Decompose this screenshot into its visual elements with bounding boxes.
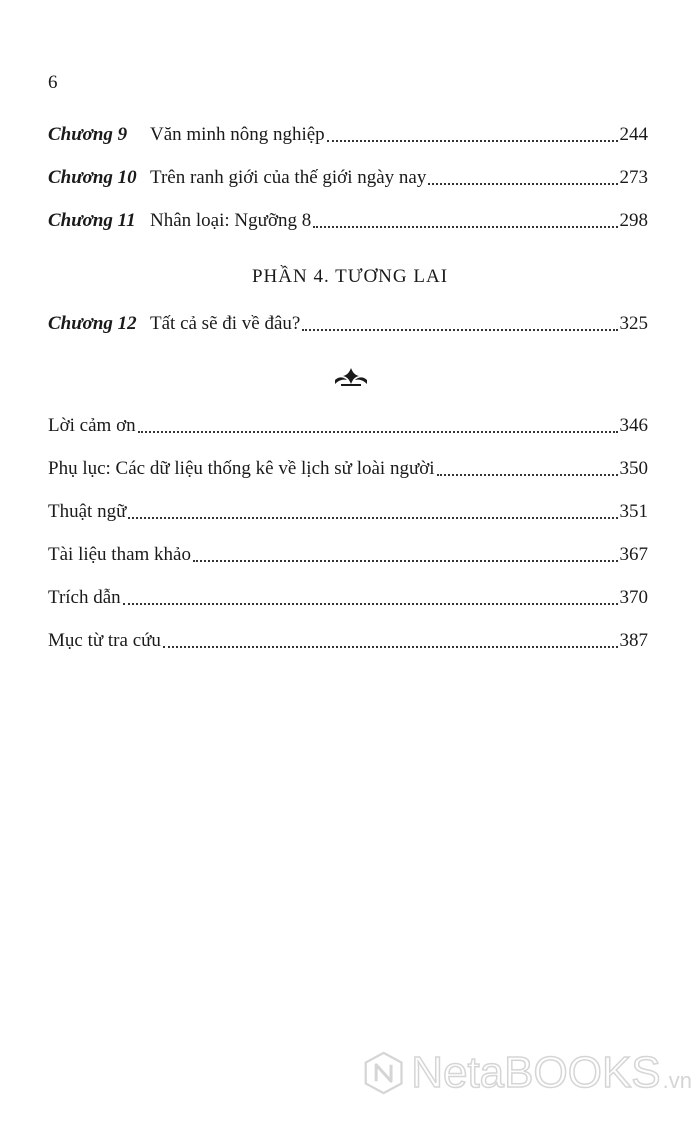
toc-row-chapter-9 xyxy=(48,117,648,147)
chapter-label: Chương 11 xyxy=(48,210,136,231)
watermark xyxy=(362,1040,692,1106)
page-reference: 370 xyxy=(619,587,648,608)
dot-leader xyxy=(193,559,618,562)
dot-leader xyxy=(138,430,618,433)
page-reference: 325 xyxy=(619,313,648,334)
fleuron-ornament-icon xyxy=(331,366,371,388)
page-reference: 367 xyxy=(619,544,648,565)
part-heading: PHẦN 4. TƯƠNG LAI xyxy=(251,266,449,287)
page-reference: 350 xyxy=(619,458,648,479)
entry-title: Mục từ tra cứu xyxy=(48,630,161,651)
chapter-title: Tất cả sẽ đi về đâu? xyxy=(150,313,301,334)
page-reference: 387 xyxy=(619,630,648,651)
page-reference: 346 xyxy=(619,415,648,436)
entry-title: Tài liệu tham khảo xyxy=(48,544,191,565)
entry-title: Phụ lục: Các dữ liệu thống kê về lịch sử loài người xyxy=(48,458,435,479)
watermark-suffix: .vn xyxy=(662,1068,692,1093)
toc-row-glossary xyxy=(48,494,648,524)
page-reference: 351 xyxy=(619,501,648,522)
toc-row-acknowledgements xyxy=(48,408,648,438)
chapter-title: Văn minh nông nghiệp xyxy=(150,124,325,145)
chapter-label: Chương 9 xyxy=(48,124,128,145)
watermark-brand: NetaBOOKS xyxy=(411,1048,661,1097)
dot-leader xyxy=(437,473,618,476)
page-reference: 298 xyxy=(619,210,648,231)
dot-leader xyxy=(163,645,618,648)
chapter-label: Chương 10 xyxy=(48,167,137,188)
dot-leader xyxy=(327,139,618,142)
toc-row-index xyxy=(48,623,648,653)
toc-row-chapter-10 xyxy=(48,160,648,190)
toc-row-chapter-12 xyxy=(48,306,648,336)
chapter-title: Trên ranh giới của thế giới ngày nay xyxy=(150,167,427,188)
chapter-title: Nhân loại: Ngưỡng 8 xyxy=(150,210,312,231)
entry-title: Lời cảm ơn xyxy=(48,415,136,436)
netabooks-logo-icon xyxy=(362,1044,405,1102)
dot-leader xyxy=(128,516,617,519)
toc-row-appendix xyxy=(48,451,648,481)
entry-title: Trích dẫn xyxy=(48,587,121,608)
page-reference: 244 xyxy=(619,124,648,145)
dot-leader xyxy=(428,182,617,185)
dot-leader xyxy=(123,602,618,605)
toc-row-references xyxy=(48,537,648,567)
entry-title: Thuật ngữ xyxy=(48,501,127,522)
toc-row-chapter-11 xyxy=(48,203,648,233)
page-number: 6 xyxy=(48,72,58,93)
dot-leader xyxy=(302,328,617,331)
toc-row-citations xyxy=(48,580,648,610)
page-reference: 273 xyxy=(619,167,648,188)
dot-leader xyxy=(313,225,617,228)
chapter-label: Chương 12 xyxy=(48,313,137,334)
